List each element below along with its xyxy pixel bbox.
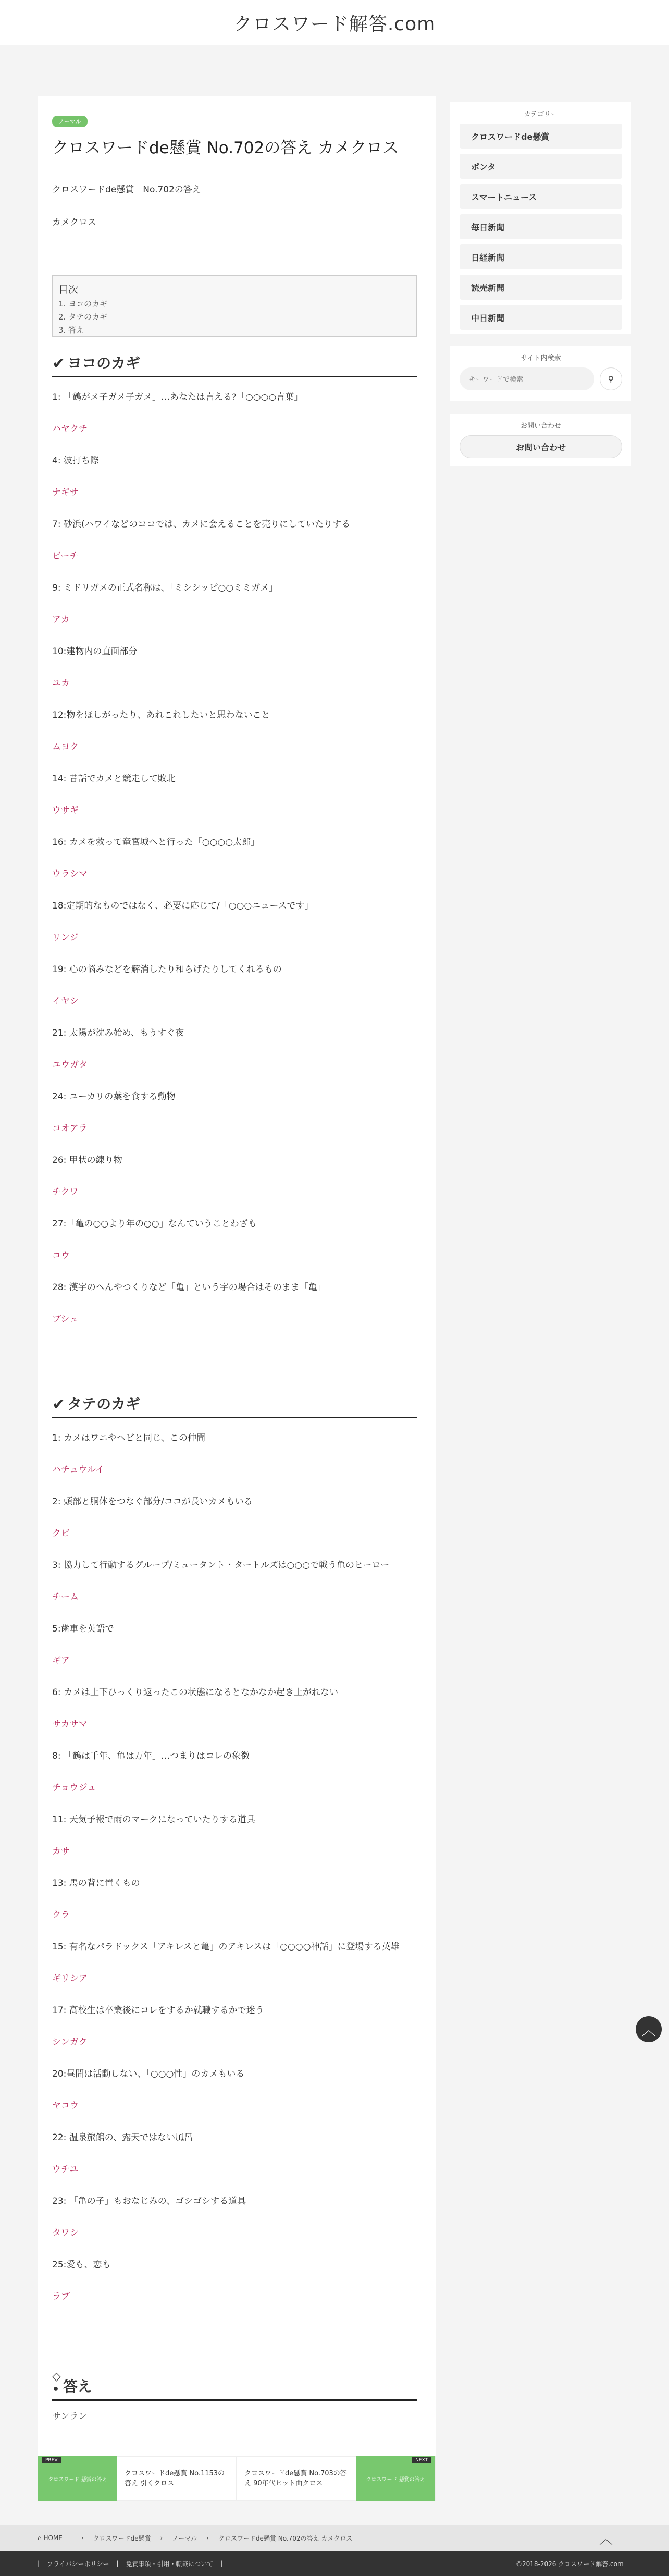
category-widget <box>450 102 631 334</box>
final-answer: サンラン <box>52 2411 88 2422</box>
clue-answer: クラ <box>52 1910 70 1920</box>
contact-widget <box>450 414 631 466</box>
clue-text: 27:「亀の○○より年の○○」なんていうことわざも <box>52 1219 257 1229</box>
clue-text: 7: 砂浜(ハワイなどのココでは、カメに会えることを売りにしていたりする <box>52 519 351 530</box>
clue-text: 1: カメはワニやヘビと同じ、この仲間 <box>52 1433 205 1443</box>
answer-heading-label: 答え <box>63 2378 92 2395</box>
post-pager <box>38 2456 436 2501</box>
footer-separator: | <box>38 2560 40 2567</box>
copyright: ©2018-2026 クロスワード解答.com <box>516 2560 624 2568</box>
check-icon: ✔ <box>52 1395 66 1414</box>
category-item[interactable]: ポンタ <box>460 154 622 179</box>
site-header <box>0 0 669 45</box>
contact-button[interactable]: お問い合わせ <box>460 435 622 458</box>
search-widget <box>450 346 631 401</box>
diamond-bullet-icon: ◇ • <box>52 2370 61 2396</box>
clue-text: 21: 太陽が沈み始め、もうすぐ夜 <box>52 1028 184 1038</box>
clue-text: 9: ミドリガメの正式名称は、「ミシシッピ○○ミミガメ」 <box>52 583 278 593</box>
answer-heading <box>52 2370 417 2401</box>
clue-answer: ハヤクチ <box>52 424 88 434</box>
next-thumb-text: クロスワード 懸賞の答え <box>366 2476 425 2483</box>
clue-answer: ムヨク <box>52 742 79 752</box>
clue-text: 12:物をほしがったり、あれこれしたいと思わないこと <box>52 710 270 720</box>
clue-answer: ハチュウルイ <box>52 1465 105 1475</box>
clue-answer: ユウガタ <box>52 1060 88 1070</box>
clue-answer: チョウジュ <box>52 1783 96 1793</box>
prev-post-title[interactable]: クロスワードde懸賞 No.1153の答え 引くクロス <box>125 2469 225 2487</box>
category-item[interactable]: クロスワードde懸賞 <box>460 124 622 149</box>
clue-text: 6: カメは上下ひっくり返ったこの状態になるとなかなか起き上がれない <box>52 1687 338 1698</box>
footer-separator: | <box>116 2560 119 2567</box>
breadcrumb-current: クロスワードde懸賞 No.702の答え カメクロス <box>218 2534 353 2542</box>
category-item[interactable]: 毎日新聞 <box>460 214 622 239</box>
tate-clue-list <box>52 1422 421 2313</box>
clue-answer: シンガク <box>52 2037 88 2047</box>
site-footer <box>0 2551 669 2576</box>
sidebar <box>450 102 631 466</box>
clue-answer: クビ <box>52 1528 70 1539</box>
site-title[interactable]: クロスワード解答.com <box>233 13 436 35</box>
clue-answer: コウ <box>52 1250 70 1261</box>
clue-answer: チーム <box>52 1592 79 1602</box>
clue-text: 14: 昔話でカメと競走して敗北 <box>52 774 176 784</box>
table-of-contents <box>52 275 417 337</box>
category-badge[interactable]: ノーマル <box>52 116 88 127</box>
clue-answer: コオアラ <box>52 1123 88 1134</box>
category-item[interactable]: 読売新聞 <box>460 275 622 300</box>
toc-item-answer[interactable]: 3. 答え <box>58 325 84 335</box>
footer-link-disclaimer[interactable]: 免責事項・引用・転載について <box>126 2560 214 2568</box>
clue-text: 1: 「鶴がメ子ガメ子ガメ」…あなたは言える?「○○○○言葉」 <box>52 392 303 402</box>
search-row <box>460 367 622 390</box>
clue-answer: ヤコウ <box>52 2101 79 2111</box>
intro-text: クロスワードde懸賞 No.702の答え <box>52 185 201 195</box>
post-title: クロスワードde懸賞 No.702の答え カメクロス <box>52 139 399 157</box>
next-post-title[interactable]: クロスワードde懸賞 No.703の答え 90年代ヒット曲クロス <box>244 2469 347 2487</box>
clue-text: 15: 有名なパラドックス「アキレスと亀」のアキレスは「○○○○神話」に登場する英雄 <box>52 1942 400 1952</box>
yoko-heading-label: ヨコのカギ <box>67 354 141 372</box>
prev-tag: PREV <box>42 2457 61 2463</box>
breadcrumb-separator: › <box>81 2534 84 2542</box>
contact-widget-title: お問い合わせ <box>520 422 561 430</box>
breadcrumb-separator: › <box>206 2534 209 2542</box>
clue-text: 19: 心の悩みなどを解消したり和らげたりしてくれるもの <box>52 964 282 975</box>
search-button[interactable] <box>600 367 622 390</box>
category-list <box>460 124 622 330</box>
next-post-thumbnail <box>356 2456 435 2501</box>
clue-answer: ラブ <box>52 2291 70 2302</box>
clue-text: 25:愛も、恋も <box>52 2260 111 2270</box>
clue-answer: カサ <box>52 1846 70 1857</box>
category-item[interactable]: 日経新聞 <box>460 244 622 269</box>
clue-text: 17: 高校生は卒業後にコレをするか就職するかで迷う <box>52 2005 264 2016</box>
footer-separator: | <box>220 2560 223 2567</box>
clue-answer: ナギサ <box>52 487 79 498</box>
clue-text: 3: 協力して行動するグループ/ミュータント・タートルズは○○○で戦う亀のヒーロー <box>52 1560 390 1571</box>
clue-answer: ウラシマ <box>52 869 88 879</box>
category-item[interactable]: スマートニュース <box>460 184 622 209</box>
clue-answer: ギリシア <box>52 1973 88 1984</box>
toc-item-yoko[interactable]: 1. ヨコのカギ <box>58 299 108 309</box>
clue-text: 24: ユーカリの葉を食する動物 <box>52 1091 176 1102</box>
clue-text: 10:建物内の直面部分 <box>52 646 138 657</box>
yoko-heading <box>52 352 417 377</box>
toc-title: 目次 <box>58 284 79 296</box>
clue-answer: ギア <box>52 1655 70 1666</box>
clue-answer: サカサマ <box>52 1719 88 1729</box>
clue-text: 2: 頭部と胴体をつなぐ部分/ココが長いカメもいる <box>52 1496 253 1507</box>
clue-text: 18:定期的なものではなく、必要に応じて/「○○○ニュースです」 <box>52 901 314 911</box>
search-widget-title: サイト内検索 <box>521 354 561 362</box>
clue-answer: ウサギ <box>52 805 79 816</box>
clue-text: 22: 温泉旅館の、露天ではない風呂 <box>52 2132 193 2143</box>
search-icon: ⚲ <box>608 374 614 384</box>
footer-link-privacy[interactable]: プライバシーポリシー <box>47 2560 109 2568</box>
clue-text: 5:歯車を英語で <box>52 1624 114 1634</box>
tate-heading-label: タテのカギ <box>67 1395 141 1413</box>
clue-answer: タワシ <box>52 2228 79 2238</box>
clue-answer: アカ <box>52 615 70 625</box>
clue-text: 11: 天気予報で雨のマークになっていたりする道具 <box>52 1814 255 1825</box>
clue-answer: チクワ <box>52 1187 79 1197</box>
prev-post-card[interactable] <box>38 2456 237 2501</box>
page-wrap <box>0 45 669 2453</box>
clue-answer: ブシュ <box>52 1314 78 1324</box>
chevron-up-icon: ︿ <box>641 2022 655 2039</box>
prev-post-thumbnail <box>38 2456 117 2501</box>
category-widget-title: カテゴリー <box>524 111 558 118</box>
clue-text: 28: 漢字のへんやつくりなど「亀」という字の場合はそのまま「亀」 <box>52 1282 326 1293</box>
clue-answer: ユカ <box>52 678 70 689</box>
category-item[interactable]: 中日新聞 <box>460 305 622 330</box>
clue-text: 16: カメを救って竜宮城へと行った「○○○○太郎」 <box>52 837 260 848</box>
yoko-clue-list <box>52 382 421 1335</box>
check-icon: ✔ <box>52 354 66 373</box>
tate-heading <box>52 1393 417 1418</box>
toc-item-tate[interactable]: 2. タテのカギ <box>58 312 108 322</box>
breadcrumb-home[interactable]: ⌂ HOME <box>38 2534 63 2542</box>
clue-text: 8: 「鶴は千年、亀は万年」…つまりはコレの象徴 <box>52 1751 250 1761</box>
breadcrumb-category[interactable]: クロスワードde懸賞 <box>93 2534 151 2542</box>
next-post-card[interactable] <box>237 2456 436 2501</box>
chevron-up-icon[interactable]: ︿ <box>599 2531 613 2547</box>
breadcrumb-subcategory[interactable]: ノーマル <box>172 2534 197 2542</box>
clue-answer: イヤシ <box>52 996 79 1007</box>
breadcrumb-separator: › <box>160 2534 163 2542</box>
search-input[interactable] <box>460 367 594 390</box>
prev-thumb-text: クロスワード 懸賞の答え <box>48 2476 107 2483</box>
clue-text: 23: 「亀の子」もおなじみの、ゴシゴシする道具 <box>52 2196 246 2206</box>
clue-text: 4: 波打ち際 <box>52 456 99 466</box>
next-tag: NEXT <box>412 2457 431 2463</box>
clue-text: 26: 甲状の練り物 <box>52 1155 122 1166</box>
breadcrumb <box>0 2525 669 2551</box>
article <box>38 96 436 2494</box>
scroll-to-top-button[interactable] <box>636 2016 662 2042</box>
clue-answer: ビーチ <box>52 551 79 561</box>
clue-text: 20:昼間は活動しない、「○○○性」のカメもいる <box>52 2069 245 2079</box>
clue-text: 13: 馬の背に置くもの <box>52 1878 140 1888</box>
clue-answer: ウチユ <box>52 2164 79 2175</box>
intro-text-2: カメクロス <box>52 217 96 228</box>
clue-answer: リンジ <box>52 933 79 943</box>
